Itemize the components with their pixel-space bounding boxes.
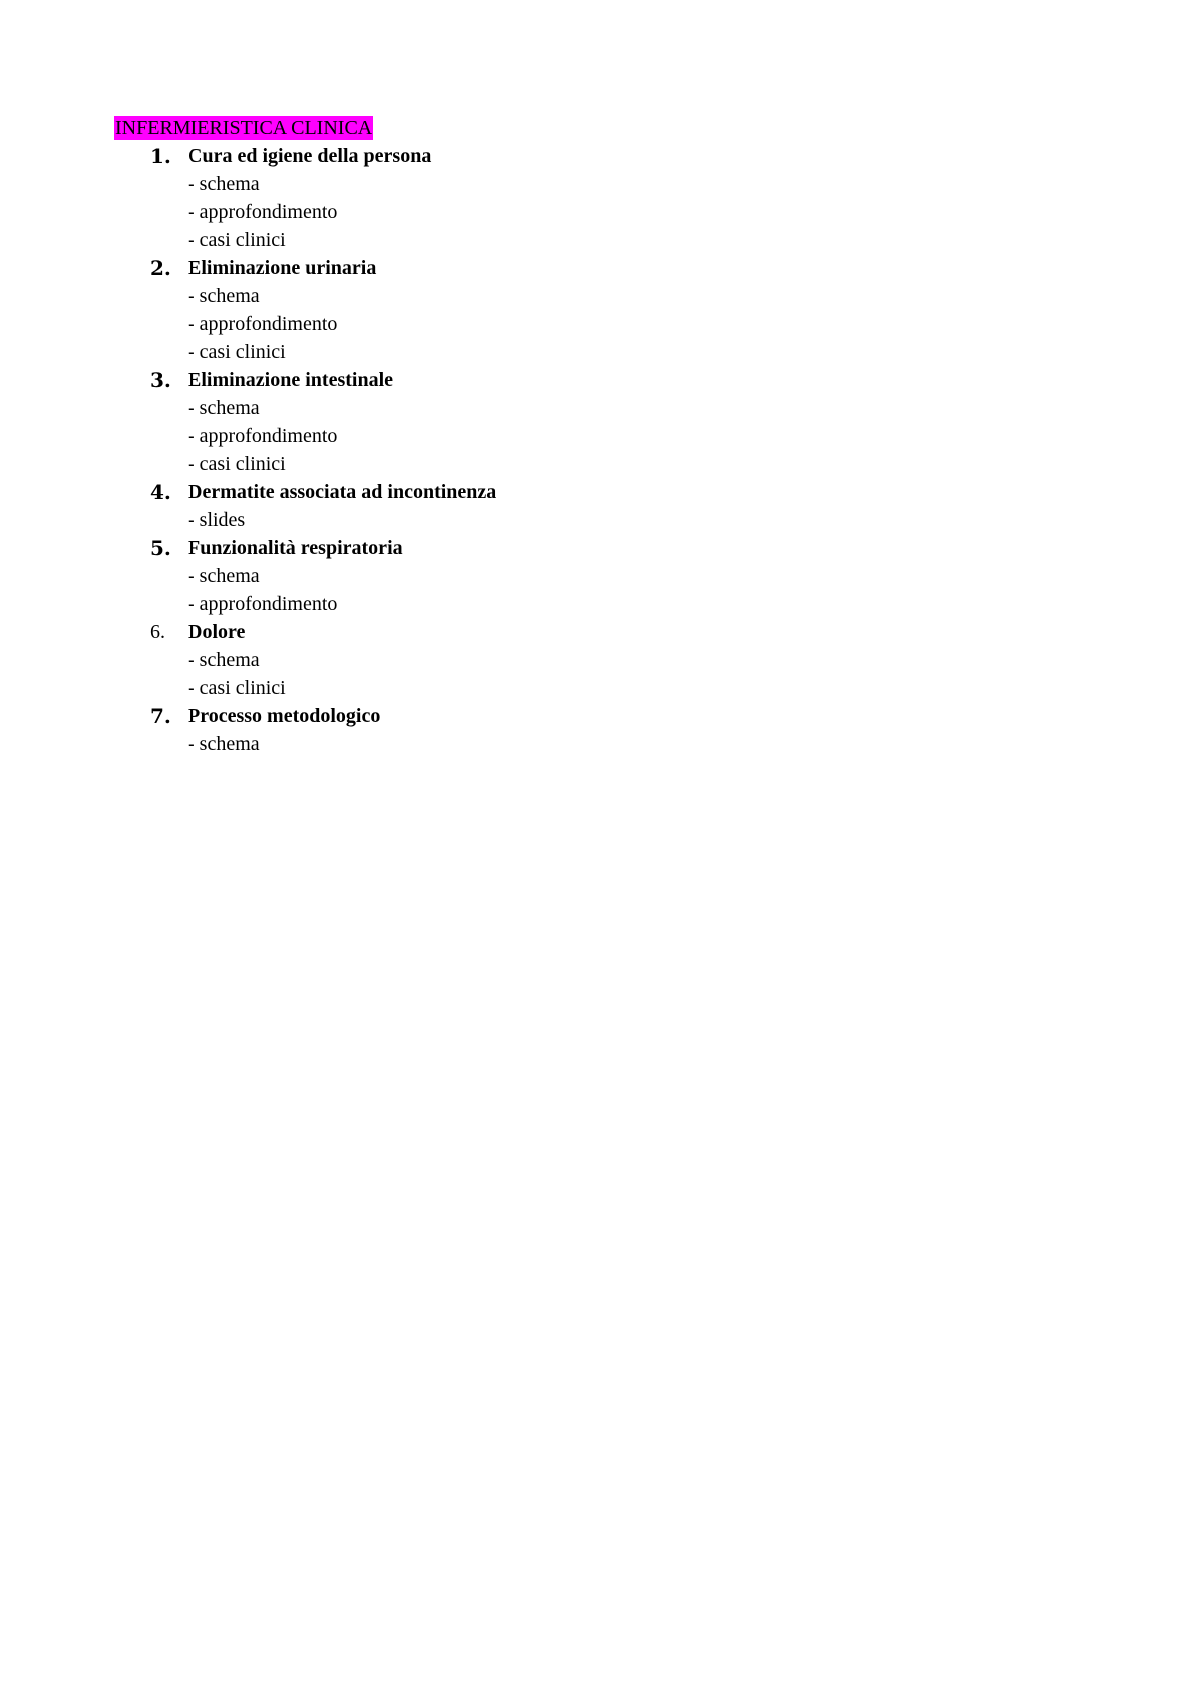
topic-number: 3.: [150, 368, 171, 392]
topic-list: [150, 142, 496, 758]
topic-item: [150, 618, 496, 702]
topic-title: Eliminazione urinaria: [188, 257, 377, 279]
topic-subitems: [188, 394, 496, 478]
subitem: - schema: [188, 397, 260, 419]
topic-number: 6.: [150, 621, 165, 643]
topic-number: 4.: [150, 480, 171, 504]
subitem: - approfondimento: [188, 201, 338, 223]
subitem: - schema: [188, 285, 260, 307]
topic-item: [150, 366, 496, 478]
topic-title: Processo metodologico: [188, 705, 381, 727]
topic-number: 1.: [150, 144, 171, 168]
subitem: - casi clinici: [188, 341, 286, 363]
topic-title: Funzionalità respiratoria: [188, 537, 403, 559]
topic-item: [150, 478, 496, 534]
subitem: - approfondimento: [188, 593, 338, 615]
subitem: - schema: [188, 733, 260, 755]
subitem: - casi clinici: [188, 453, 286, 475]
subitem: - casi clinici: [188, 677, 286, 699]
topic-subitems: [188, 170, 496, 254]
subitem: - approfondimento: [188, 313, 338, 335]
topic-item: [150, 142, 496, 254]
subitem: - schema: [188, 565, 260, 587]
topic-title: Dermatite associata ad incontinenza: [188, 481, 497, 503]
topic-title: Dolore: [188, 621, 246, 643]
topic-number: 5.: [150, 536, 171, 560]
topic-item: [150, 254, 496, 366]
topic-item: [150, 534, 496, 618]
subitem: - schema: [188, 649, 260, 671]
topic-subitems: [188, 506, 496, 534]
document-title: [114, 114, 373, 142]
topic-title: Eliminazione intestinale: [188, 369, 393, 391]
subitem: - schema: [188, 173, 260, 195]
subitem: - casi clinici: [188, 229, 286, 251]
topic-item: [150, 702, 496, 758]
subitem: - slides: [188, 509, 246, 531]
document-title-highlight: INFERMIERISTICA CLINICA: [115, 117, 373, 139]
topic-title: Cura ed igiene della persona: [188, 145, 432, 167]
topic-number: 7.: [150, 704, 171, 728]
topic-subitems: [188, 562, 496, 618]
topic-subitems: [188, 730, 496, 758]
subitem: - approfondimento: [188, 425, 338, 447]
topic-subitems: [188, 282, 496, 366]
topic-number: 2.: [150, 256, 171, 280]
topic-subitems: [188, 646, 496, 702]
